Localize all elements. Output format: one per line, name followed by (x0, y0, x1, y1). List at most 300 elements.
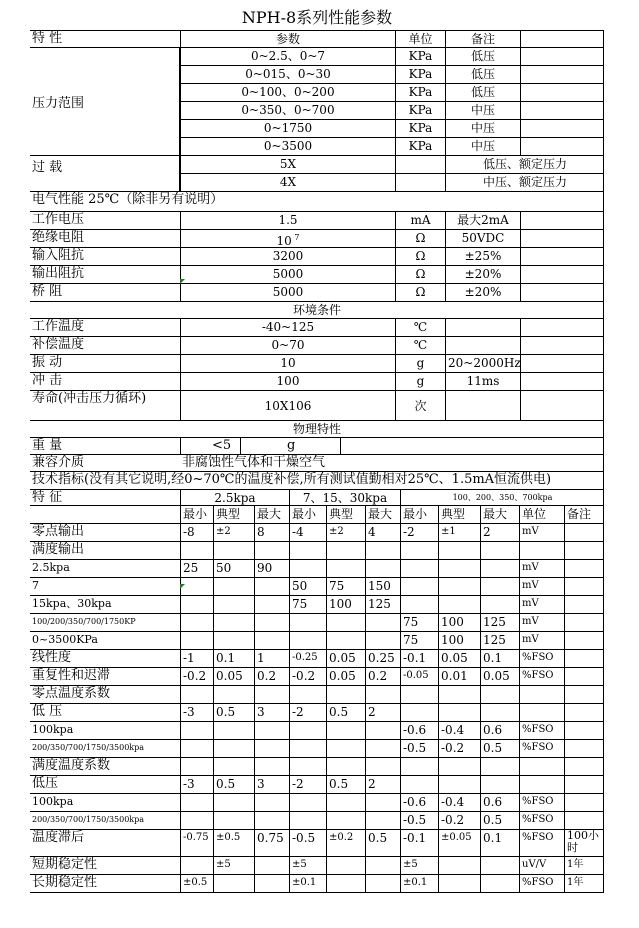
tech-row-label: 线性度 (32, 650, 72, 665)
pressure-unit: KPa (395, 102, 445, 119)
tech-unit-cell: mV (519, 524, 564, 541)
media-label: 兼容介质 (32, 455, 85, 470)
tech-note-cell (564, 686, 604, 703)
exponent: 7 (291, 233, 300, 242)
environment-value: 10X106 (180, 391, 395, 420)
tech-value-cell: ±5 (400, 857, 438, 874)
tech-row-label: 100kpa (32, 795, 74, 808)
tech-value-cell: 3 (254, 704, 289, 721)
tech-value-cell (254, 812, 289, 829)
tech-value-cell (365, 857, 400, 874)
physical-heading: 物理特性 (292, 422, 341, 436)
tech-value-cell: 0.1 (480, 830, 519, 856)
tech-value-cell (365, 722, 400, 739)
environment-label: 工作温度 (32, 319, 85, 334)
tech-value-cell: -0.2 (289, 668, 326, 685)
tech-value-cell: 0.75 (254, 830, 289, 856)
tech-value-cell (438, 596, 480, 613)
tech-value-cell (326, 857, 365, 874)
tech-value-cell (438, 776, 480, 793)
tech-row-label: 满度温度系数 (32, 758, 111, 773)
tech-value-cell (438, 857, 480, 874)
tech-value-cell: 8 (254, 524, 289, 541)
tech-value-cell (326, 740, 365, 757)
tech-row-label: 0~3500KPa (32, 633, 98, 646)
tech-value-cell: 100 (438, 632, 480, 649)
tech-value-cell: 0.5 (480, 812, 519, 829)
tech-value-cell: 2 (365, 776, 400, 793)
tech-value-cell: -4 (289, 524, 326, 541)
tech-value-cell: 0.05 (438, 650, 480, 667)
pressure-range-label: 压力范围 (30, 48, 180, 156)
tech-value-cell: 2 (365, 704, 400, 721)
tech-value-cell (254, 722, 289, 739)
environment-extra (520, 319, 604, 336)
tech-value-cell: -0.75 (180, 830, 213, 856)
tech-row-label: 满度输出 (32, 542, 85, 557)
electrical-heading: 电气性能 25℃（除非另有说明） (32, 192, 224, 207)
pressure-unit: KPa (395, 138, 445, 155)
environment-row (30, 355, 604, 373)
tech-unit-cell: mV (519, 632, 564, 649)
tech-value-cell (438, 686, 480, 703)
tech-value-cell: ±0.05 (438, 830, 480, 856)
tech-value-cell (365, 686, 400, 703)
tech-value-cell (365, 794, 400, 811)
tech-value-cell: 125 (365, 596, 400, 613)
tech-value-cell: -2 (289, 776, 326, 793)
electrical-extra (520, 284, 604, 301)
header-param: 参数 (180, 31, 395, 47)
pressure-note: 低压 (445, 84, 520, 101)
weight-row (30, 438, 604, 455)
tech-value-cell: -8 (180, 524, 213, 541)
tech-value-cell: -0.4 (438, 794, 480, 811)
tech-row (30, 542, 604, 560)
pressure-param: 0~1750 (180, 120, 395, 137)
tech-unit-cell (519, 686, 564, 703)
tech-value-cell (213, 758, 254, 775)
tech-row (30, 614, 604, 632)
tech-value-cell (438, 758, 480, 775)
tech-unit-cell (519, 776, 564, 793)
media-row (30, 455, 604, 472)
tech-note-cell (564, 812, 604, 829)
tech-value-cell (213, 632, 254, 649)
electrical-row (30, 284, 604, 302)
tech-row (30, 704, 604, 722)
tech-value-cell (254, 740, 289, 757)
overload-param: 5X (180, 156, 395, 173)
tech-value-cell: 125 (480, 614, 519, 631)
tech-value-cell (213, 596, 254, 613)
environment-row (30, 319, 604, 337)
tech-value-cell (213, 875, 254, 892)
spec-sheet (30, 30, 604, 928)
tech-value-cell (213, 578, 254, 595)
tech-value-cell (365, 758, 400, 775)
environment-unit: g (395, 373, 445, 390)
electrical-label: 输入阻抗 (32, 248, 85, 263)
tech-value-cell (180, 794, 213, 811)
tech-value-cell: -0.1 (400, 650, 438, 667)
pressure-note: 中压 (445, 102, 520, 119)
environment-extra (520, 355, 604, 372)
tech-row (30, 812, 604, 830)
weight-value: <5 (212, 438, 232, 453)
media-value: 非腐蚀性气体和干燥空气 (182, 455, 326, 470)
overload-note: 低压、额定压力 (445, 156, 604, 173)
electrical-label: 桥 阻 (32, 284, 63, 299)
tech-value-cell: ±0.1 (289, 875, 326, 892)
electrical-row (30, 248, 604, 266)
tech-sub-unit: 单位 (519, 506, 564, 523)
tech-value-cell: -0.5 (400, 812, 438, 829)
tech-value-cell: -0.2 (438, 812, 480, 829)
cell-comment-marker (180, 279, 185, 284)
tech-value-cell (254, 794, 289, 811)
tech-value-cell: 0.05 (480, 668, 519, 685)
tech-value-cell: 50 (289, 578, 326, 595)
tech-value-cell (213, 722, 254, 739)
pressure-param: 0~100、0~200 (180, 84, 395, 101)
tech-value-cell: 0.2 (365, 668, 400, 685)
electrical-label: 绝缘电阻 (32, 230, 85, 245)
tech-note-cell (564, 542, 604, 559)
tech-value-cell (213, 614, 254, 631)
environment-label: 补偿温度 (32, 337, 85, 352)
overload-unit (395, 156, 445, 173)
tech-value-cell: 75 (400, 614, 438, 631)
electrical-value: 5000 (180, 284, 395, 301)
tech-value-cell: -3 (180, 776, 213, 793)
tech-value-cell (326, 722, 365, 739)
tech-value-cell: -0.05 (400, 668, 438, 685)
tech-value-cell: 0.5 (326, 776, 365, 793)
tech-sub-max: 最大 (480, 506, 519, 523)
environment-extra (520, 391, 604, 420)
pressure-extra (520, 102, 604, 119)
tech-unit-cell: %FSO (519, 812, 564, 829)
tech-value-cell: -2 (400, 524, 438, 541)
tech-group-low: 2.5kpa (180, 490, 289, 505)
pressure-param: 0~2.5、0~7 (180, 48, 395, 65)
tech-note-cell (564, 596, 604, 613)
tech-value-cell (365, 560, 400, 577)
tech-value-cell: 0.5 (480, 740, 519, 757)
tech-value-cell (400, 704, 438, 721)
tech-value-cell: 2 (480, 524, 519, 541)
environment-row (30, 391, 604, 421)
electrical-note: 50VDC (445, 230, 520, 247)
tech-value-cell: 3 (254, 776, 289, 793)
tech-value-cell: 0.01 (438, 668, 480, 685)
tech-value-cell: -0.1 (400, 830, 438, 856)
tech-row (30, 560, 604, 578)
tech-value-cell (480, 686, 519, 703)
tech-value-cell: 0.6 (480, 794, 519, 811)
pressure-extra (520, 120, 604, 137)
tech-value-cell (480, 758, 519, 775)
tech-value-cell (180, 686, 213, 703)
tech-row-label: 长期稳定性 (32, 875, 98, 890)
tech-unit-cell: %FSO (519, 794, 564, 811)
tech-value-cell (365, 614, 400, 631)
tech-value-cell (213, 740, 254, 757)
electrical-extra (520, 266, 604, 283)
tech-value-cell: -2 (289, 704, 326, 721)
tech-note-cell: 100小时 (564, 830, 604, 856)
tech-value-cell (254, 857, 289, 874)
tech-row (30, 524, 604, 542)
tech-sub-max: 最大 (254, 506, 289, 523)
overload-unit (395, 174, 445, 191)
tech-value-cell: 1 (254, 650, 289, 667)
tech-sub-min: 最小 (289, 506, 326, 523)
pressure-extra (520, 84, 604, 101)
tech-sub-typ: 典型 (213, 506, 254, 523)
tech-note-cell (564, 740, 604, 757)
tech-value-cell: 0.5 (326, 704, 365, 721)
pressure-note: 中压 (445, 138, 520, 155)
overload-label: 过 载 (30, 156, 180, 192)
pressure-extra (520, 138, 604, 155)
tech-value-cell: 75 (289, 596, 326, 613)
tech-value-cell: -3 (180, 704, 213, 721)
tech-value-cell (289, 542, 326, 559)
tech-group-row (30, 490, 604, 506)
tech-value-cell (326, 758, 365, 775)
tech-value-cell (480, 578, 519, 595)
electrical-unit: Ω (395, 284, 445, 301)
environment-value: 100 (180, 373, 395, 390)
tech-value-cell (400, 686, 438, 703)
tech-value-cell: 100 (326, 596, 365, 613)
electrical-value: 5000 (180, 266, 395, 283)
tech-unit-cell: %FSO (519, 650, 564, 667)
tech-value-cell (480, 596, 519, 613)
tech-value-cell (438, 578, 480, 595)
tech-sub-note: 备注 (564, 506, 604, 523)
tech-value-cell: -0.6 (400, 722, 438, 739)
electrical-value: 1.5 (180, 212, 395, 229)
tech-value-cell: 0.6 (480, 722, 519, 739)
tech-value-cell (180, 758, 213, 775)
tech-value-cell: 0.1 (480, 650, 519, 667)
overload-param: 4X (180, 174, 395, 191)
tech-row-label: 重复性和迟滞 (32, 668, 111, 683)
electrical-note: ±20% (445, 266, 520, 283)
tech-value-cell (289, 560, 326, 577)
tech-value-cell (289, 722, 326, 739)
pressure-param: 0~015、0~30 (180, 66, 395, 83)
pressure-note: 低压 (445, 66, 520, 83)
electrical-extra (520, 212, 604, 229)
page-title: NPH-8系列性能参数 (241, 8, 393, 27)
tech-row (30, 632, 604, 650)
tech-value-cell: 0.5 (213, 776, 254, 793)
electrical-heading-row (30, 192, 604, 212)
tech-value-cell: 0.25 (365, 650, 400, 667)
tech-value-cell (254, 578, 289, 595)
tech-value-cell (213, 794, 254, 811)
tech-value-cell (400, 776, 438, 793)
tech-unit-cell: %FSO (519, 830, 564, 856)
environment-note: 11ms (445, 373, 520, 390)
tech-value-cell (180, 542, 213, 559)
tech-sub-min: 最小 (180, 506, 213, 523)
environment-unit: 次 (395, 391, 445, 420)
tech-value-cell (254, 596, 289, 613)
tech-unit-cell (519, 704, 564, 721)
pressure-note: 中压 (445, 120, 520, 137)
tech-unit-cell: mV (519, 614, 564, 631)
tech-row-label: 零点温度系数 (32, 686, 111, 701)
tech-value-cell (289, 812, 326, 829)
tech-value-cell: 75 (400, 632, 438, 649)
tech-value-cell: ±0.5 (213, 830, 254, 856)
tech-note-cell (564, 776, 604, 793)
tech-value-cell (480, 776, 519, 793)
tech-row (30, 686, 604, 704)
environment-value: 0~70 (180, 337, 395, 354)
tech-row (30, 596, 604, 614)
tech-value-cell: 0.5 (365, 830, 400, 856)
environment-unit: g (395, 355, 445, 372)
tech-value-cell (326, 794, 365, 811)
tech-value-cell: 0.1 (213, 650, 254, 667)
tech-note-cell (564, 704, 604, 721)
tech-value-cell (254, 632, 289, 649)
tech-row (30, 875, 604, 893)
tech-value-cell: ±0.2 (326, 830, 365, 856)
tech-value-cell (365, 875, 400, 892)
tech-value-cell (365, 812, 400, 829)
tech-value-cell: ±0.1 (400, 875, 438, 892)
tech-value-cell (289, 758, 326, 775)
tech-unit-cell (519, 542, 564, 559)
tech-value-cell (400, 560, 438, 577)
environment-value: -40~125 (180, 319, 395, 336)
tech-note-cell (564, 614, 604, 631)
tech-feature-label: 特 征 (32, 490, 63, 505)
tech-value-cell (254, 758, 289, 775)
environment-extra (520, 373, 604, 390)
weight-extra (340, 438, 604, 454)
environment-value: 10 (180, 355, 395, 372)
tech-row (30, 650, 604, 668)
tech-unit-cell: mV (519, 596, 564, 613)
tech-group-high: 100、200、350、700kpa (400, 490, 604, 505)
tech-value-cell: ±0.5 (180, 875, 213, 892)
tech-value-cell (254, 875, 289, 892)
tech-sub-typ: 典型 (326, 506, 365, 523)
tech-note-cell (564, 524, 604, 541)
tech-value-cell: 0.05 (213, 668, 254, 685)
pressure-unit: KPa (395, 48, 445, 65)
tech-value-cell: 50 (213, 560, 254, 577)
electrical-value: 3200 (180, 248, 395, 265)
environment-label: 寿命(冲击压力循环) (32, 391, 147, 406)
tech-value-cell (289, 794, 326, 811)
tech-value-cell: 0.05 (326, 650, 365, 667)
pressure-note: 低压 (445, 48, 520, 65)
tech-value-cell (480, 857, 519, 874)
pressure-param: 0~350、0~700 (180, 102, 395, 119)
environment-note (445, 337, 520, 354)
tech-unit-cell (519, 758, 564, 775)
tech-value-cell (180, 614, 213, 631)
tech-note-cell (564, 632, 604, 649)
tech-value-cell (289, 686, 326, 703)
tech-value-cell (480, 542, 519, 559)
tech-value-cell (438, 542, 480, 559)
tech-value-cell (326, 812, 365, 829)
tech-note-cell: 1年 (564, 857, 604, 874)
cell-comment-marker (180, 584, 185, 589)
tech-unit-cell: %FSO (519, 722, 564, 739)
tech-row-label: 温度滞后 (32, 830, 85, 845)
tech-row-label: 200/350/700/1750/3500kpa (32, 743, 145, 752)
environment-note (445, 391, 520, 420)
tech-row-label: 零点输出 (32, 524, 85, 539)
tech-note-cell (564, 650, 604, 667)
tech-value-cell: -0.2 (180, 668, 213, 685)
tech-unit-cell: uV/V (519, 857, 564, 874)
environment-unit: ℃ (395, 337, 445, 354)
tech-value-cell: ±5 (213, 857, 254, 874)
electrical-unit: Ω (395, 266, 445, 283)
electrical-unit: Ω (395, 230, 445, 247)
tech-value-cell (213, 542, 254, 559)
tech-value-cell (289, 614, 326, 631)
header-unit: 单位 (395, 31, 445, 47)
tech-value-cell: -0.5 (289, 830, 326, 856)
tech-value-cell (400, 578, 438, 595)
tech-heading-row (30, 472, 604, 490)
tech-value-cell (254, 686, 289, 703)
tech-value-cell (326, 632, 365, 649)
tech-row (30, 794, 604, 812)
tech-value-cell (365, 740, 400, 757)
tech-group-mid: 7、15、30kpa (289, 490, 400, 505)
tech-row-label: 短期稳定性 (32, 857, 98, 872)
electrical-label: 工作电压 (32, 212, 85, 227)
tech-row (30, 758, 604, 776)
tech-value-cell: 0.5 (213, 704, 254, 721)
tech-value-cell: ±2 (326, 524, 365, 541)
tech-value-cell: -1 (180, 650, 213, 667)
tech-value-cell: 100 (438, 614, 480, 631)
tech-row-label: 低 压 (32, 704, 63, 719)
pressure-unit: KPa (395, 84, 445, 101)
electrical-row (30, 266, 604, 284)
environment-row (30, 373, 604, 391)
tech-value-cell (480, 875, 519, 892)
overload-note: 中压、额定压力 (445, 174, 604, 191)
tech-value-cell (365, 542, 400, 559)
tech-value-cell (400, 596, 438, 613)
tech-value-cell (180, 740, 213, 757)
pressure-param: 0~3500 (180, 138, 395, 155)
tech-row (30, 857, 604, 875)
tech-value-cell: 4 (365, 524, 400, 541)
pressure-extra (520, 48, 604, 65)
tech-value-cell (438, 704, 480, 721)
tech-row (30, 668, 604, 686)
electrical-row (30, 212, 604, 230)
tech-row-label: 100/200/350/700/1750KP (32, 617, 136, 626)
